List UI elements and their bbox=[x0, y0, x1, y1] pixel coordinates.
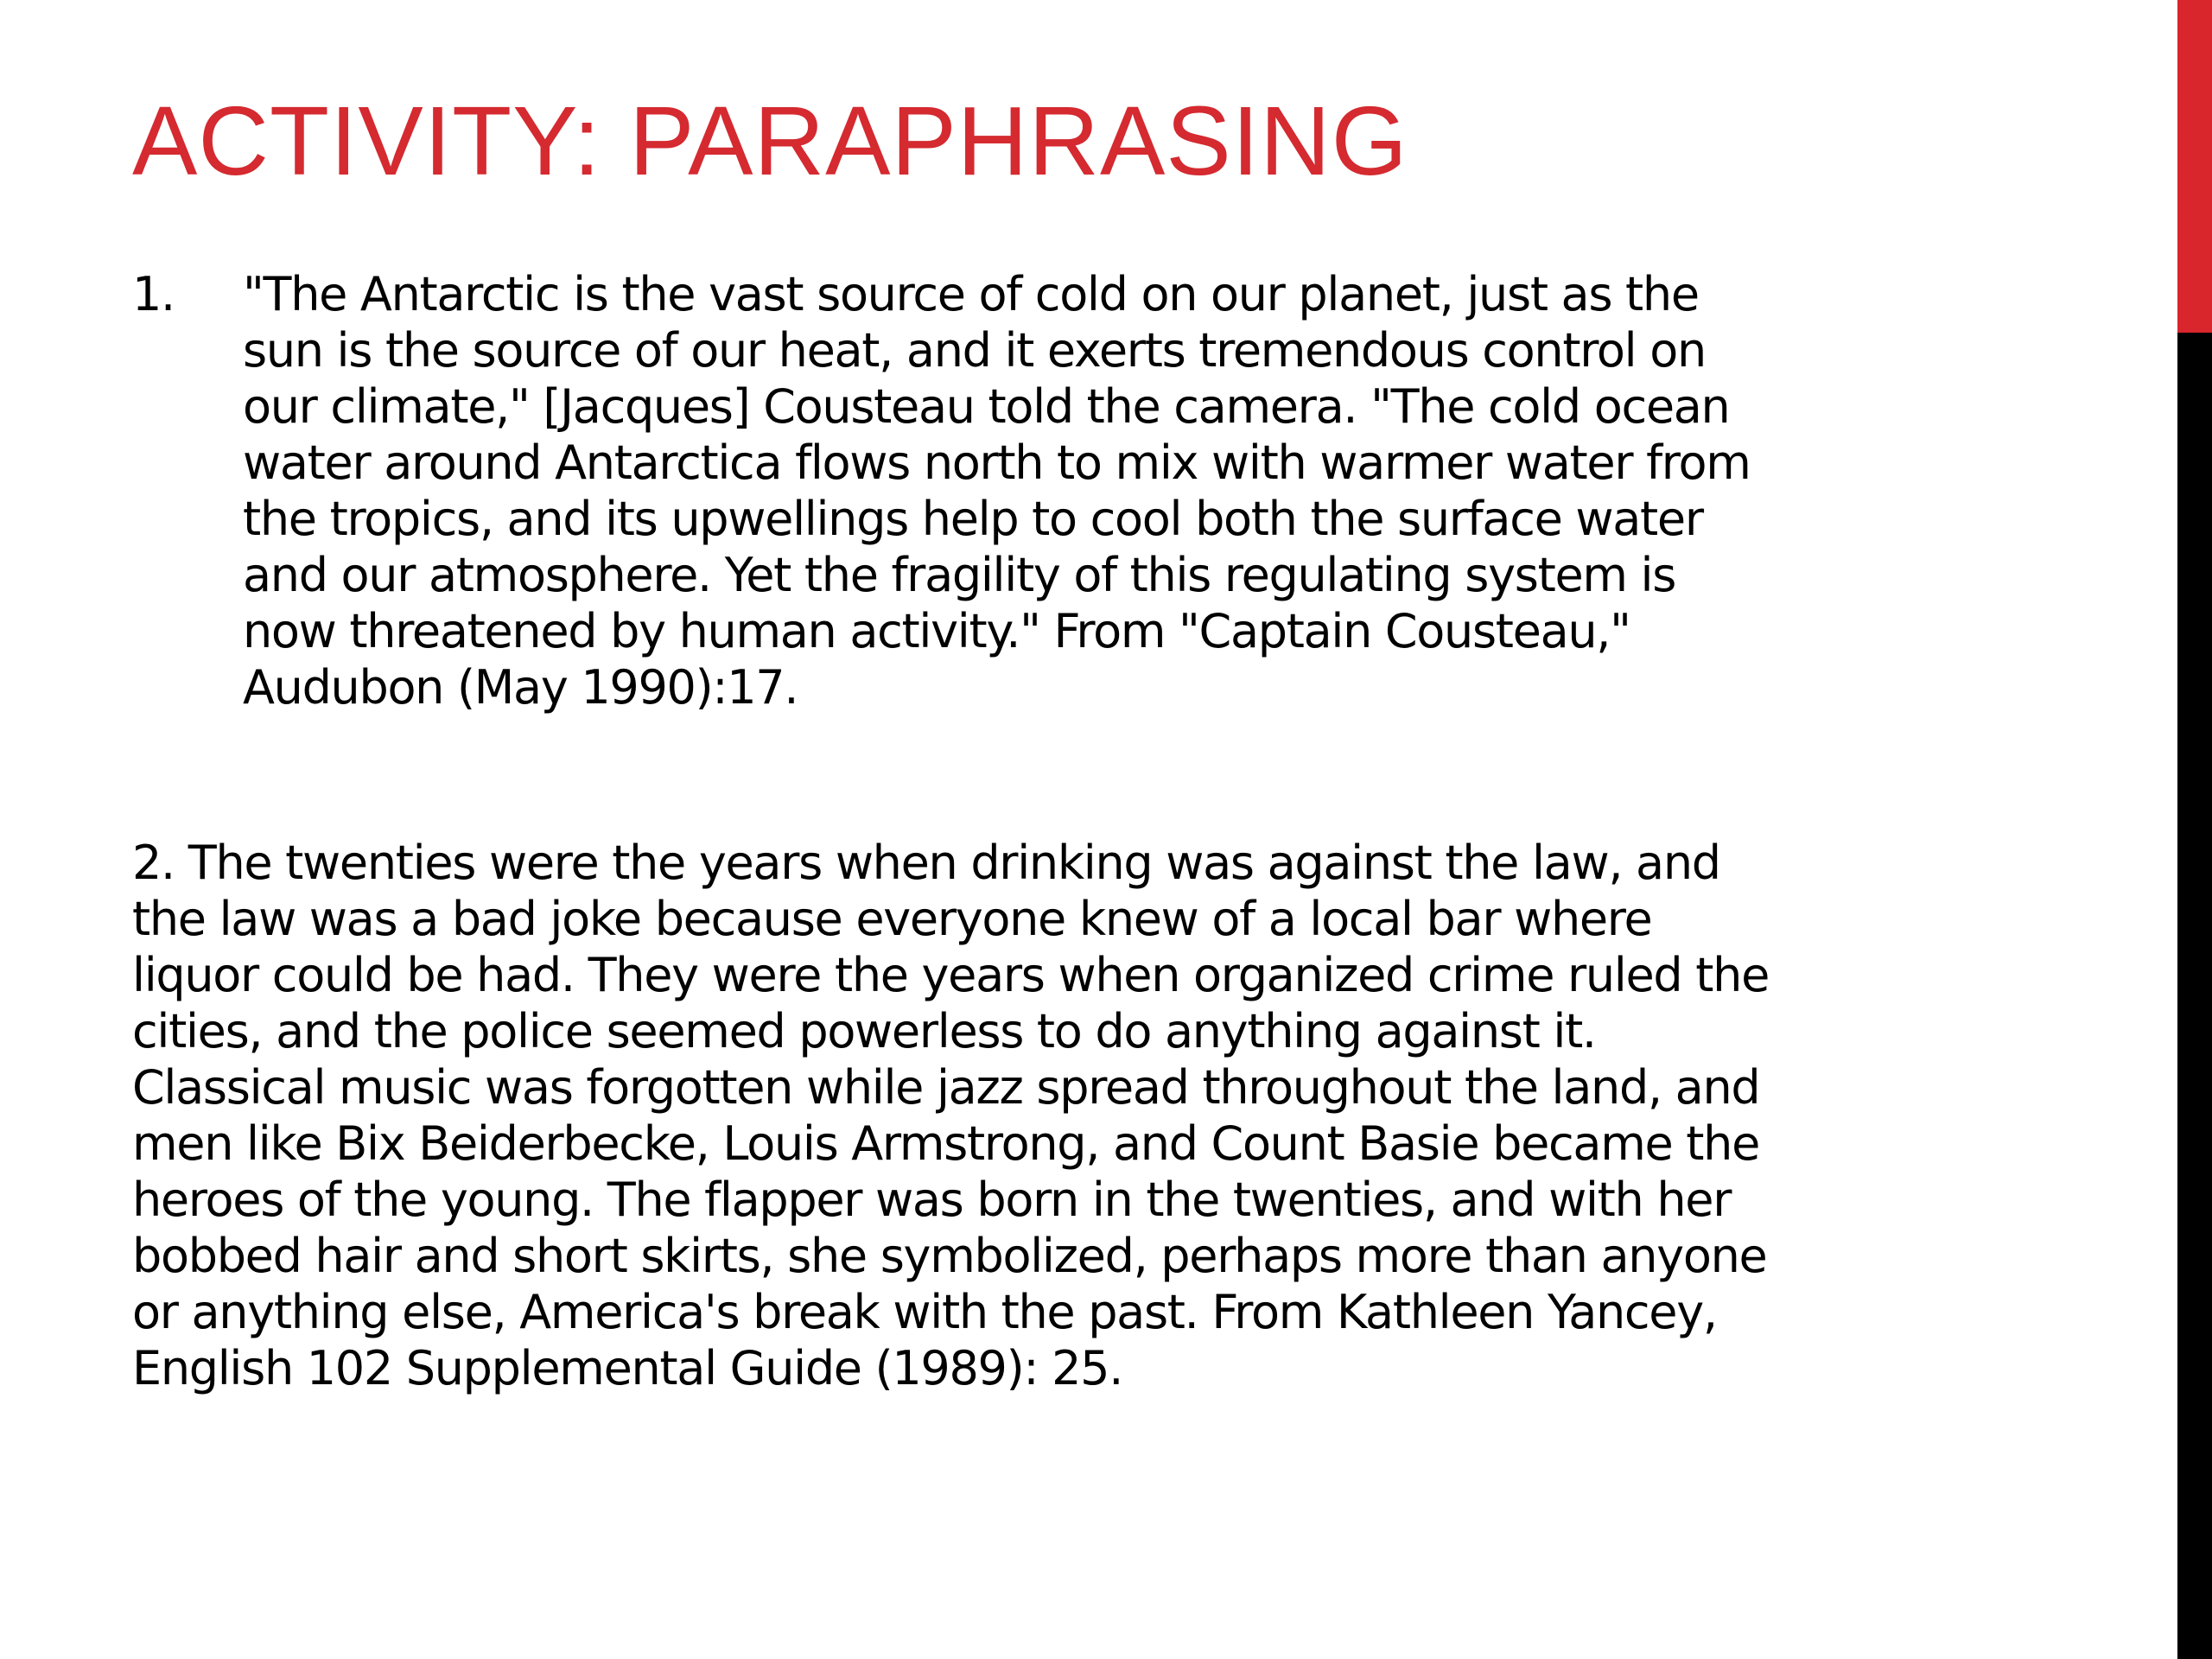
item-1-line: Audubon (May 1990):17. bbox=[243, 660, 798, 715]
item-2-line: cities, and the police seemed powerless to do anything against it. bbox=[132, 1004, 1596, 1058]
item-2-line: or anything else, America's break with the past. From Kathleen Yancey, bbox=[132, 1285, 1717, 1339]
item-2-line: bobbed hair and short skirts, she symbolized, perhaps more than anyone bbox=[132, 1229, 1767, 1283]
item-1-line: sun is the source of our heat, and it exerts tremendous control on bbox=[243, 323, 1706, 378]
accent-bar-red bbox=[2177, 0, 2212, 333]
item-2-line: liquor could be had. They were the years when organized crime ruled the bbox=[132, 948, 1769, 1002]
accent-bar-black bbox=[2177, 333, 2212, 1659]
item-1-text bbox=[243, 266, 1997, 715]
item-2-line: 2. The twenties were the years when drinking was against the law, and bbox=[132, 836, 1720, 890]
item-2-line: the law was a bad joke because everyone knew of a local bar where bbox=[132, 892, 1652, 946]
item-1-line: "The Antarctic is the vast source of cold on our planet, just as the bbox=[243, 267, 1699, 321]
item-2-line: men like Bix Beiderbecke, Louis Armstrong, and Count Basie became the bbox=[132, 1116, 1760, 1171]
item-1-line: and our atmosphere. Yet the fragility of this regulating system is bbox=[243, 548, 1676, 602]
item-1-line: the tropics, and its upwellings help to cool both the surface water bbox=[243, 492, 1703, 546]
item-1-number: 1. bbox=[132, 267, 175, 321]
item-1-line: our climate," [Jacques] Cousteau told the camera. "The cold ocean bbox=[243, 379, 1730, 434]
item-2-line: English 102 Supplemental Guide (1989): 25. bbox=[132, 1341, 1123, 1395]
slide-title: ACTIVITY: PARAPHRASING bbox=[132, 86, 1408, 195]
paragraph-item-1 bbox=[132, 266, 1947, 715]
item-1-line: water around Antarctica flows north to mix with warmer water from bbox=[243, 435, 1751, 490]
item-1-line: now threatened by human activity." From "Captain Cousteau," bbox=[243, 604, 1630, 658]
paragraph-item-2 bbox=[132, 835, 1947, 1396]
item-2-line: Classical music was forgotten while jazz spread throughout the land, and bbox=[132, 1060, 1760, 1115]
item-2-line: heroes of the young. The flapper was born in the twenties, and with her bbox=[132, 1173, 1732, 1227]
